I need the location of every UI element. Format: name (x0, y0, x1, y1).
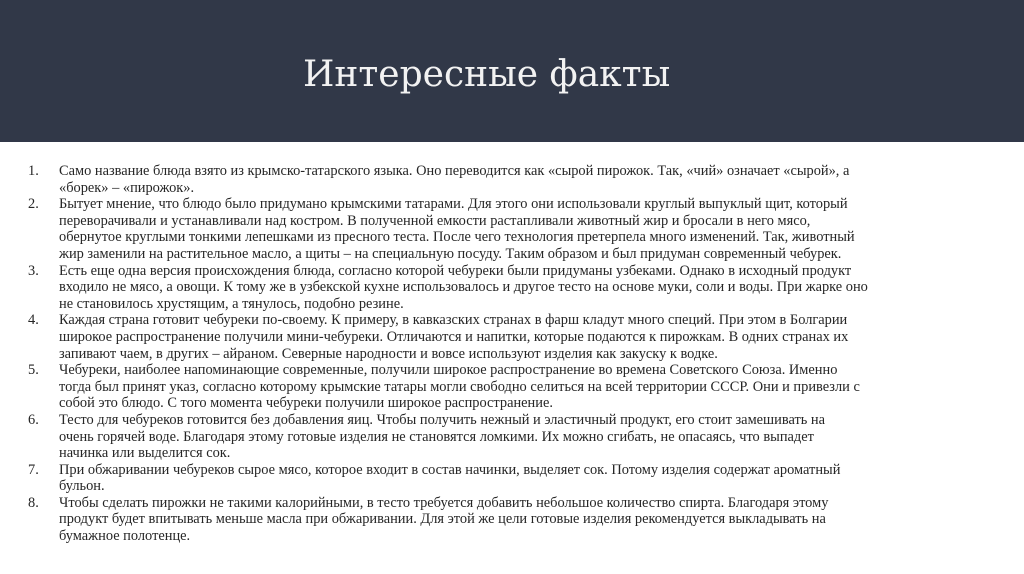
list-item (28, 495, 1014, 545)
list-item-number: 6. (28, 411, 39, 428)
list-item-text: Каждая страна готовит чебуреки по-своему. К примеру, в кавказских странах в фарш кладут много специй. При этом в Болгарии широкое распространение получили мини-чебуреки. Отличаются и напитки, которые подаются к пирожкам. В одних странах их запивают чаем, в других – айраном. Северные народности и вовсе используют изделия как закуску к водке. (59, 312, 849, 362)
list-item-text: Тесто для чебуреков готовится без добавления яиц. Чтобы получить нежный и эластичный продукт, его стоит замешивать на очень горячей воде. Благодаря этому готовые изделия не становятся ломкими. Их можно сгибать, не опасаясь, что выпадет начинка или выделится сок. (59, 411, 826, 462)
list-item-text: Чтобы сделать пирожки не такими калорийными, в тесто требуется добавить небольшое количество спирта. Благодаря этому продукт будет впитывать меньше масла при обжаривании. Для этой же цели готовые изделия рекомендуется выкладывать на бумажное полотенце. (59, 494, 829, 545)
slide-title: Интересные факты (303, 54, 671, 95)
list-item (28, 163, 1014, 196)
list-item-text: Есть еще одна версия происхождения блюда, согласно которой чебуреки были придуманы узбеками. Однако в исходный продукт входило не мясо, а овощи. К тому же в узбекской кухне использовалось и другое тесто на основе муки, соли и воды. При жарке оно не становилось хрустящим, а тянулось, подобно резине. (59, 262, 868, 312)
slide-header (0, 0, 1024, 142)
list-item-number: 2. (28, 196, 39, 213)
list-item-number: 8. (28, 494, 39, 511)
list-item-number: 5. (28, 362, 39, 379)
list-item (28, 263, 1014, 313)
list-item (28, 362, 1014, 412)
list-item-number: 4. (28, 312, 39, 329)
list-item-text: Само название блюда взято из крымско-татарского языка. Оно переводится как «сырой пирожок. Так, «чий» означает «сырой», а «борек» – «пирожок». (59, 163, 850, 196)
facts-list (28, 163, 1014, 545)
list-item-text: Бытует мнение, что блюдо было придумано крымскими татарами. Для этого они использовали круглый выпуклый щит, который переворачивали и устанавливали над костром. В полученной емкости растапливали животный жир и бросали в него мясо, обернутое круглыми тонкими лепешками из пресного теста. После чего технология претерпела много изменений. Так, животный жир заменили на растительное масло, а щиты – на специальную посуду. Таким образом и был придуман современный чебурек. (59, 196, 855, 262)
list-item-text: Чебуреки, наиболее напоминающие современные, получили широкое распространение во времена Советского Союза. Именно тогда был принят указ, согласно которому крымские татары могли свободно селиться на всей территории СССР. Они и привезли с собой это блюдо. С того момента чебуреки получили широкое распространение. (59, 362, 860, 412)
list-item-number: 3. (28, 262, 39, 279)
list-item (28, 412, 1014, 462)
list-item (28, 196, 1014, 262)
list-item-number: 7. (28, 461, 39, 478)
list-item-number: 1. (28, 163, 39, 179)
list-item (28, 312, 1014, 362)
list-item (28, 462, 1014, 495)
list-item-text: При обжаривании чебуреков сырое мясо, которое входит в состав начинки, выделяет сок. Потому изделия содержат ароматный бульон. (59, 461, 841, 495)
